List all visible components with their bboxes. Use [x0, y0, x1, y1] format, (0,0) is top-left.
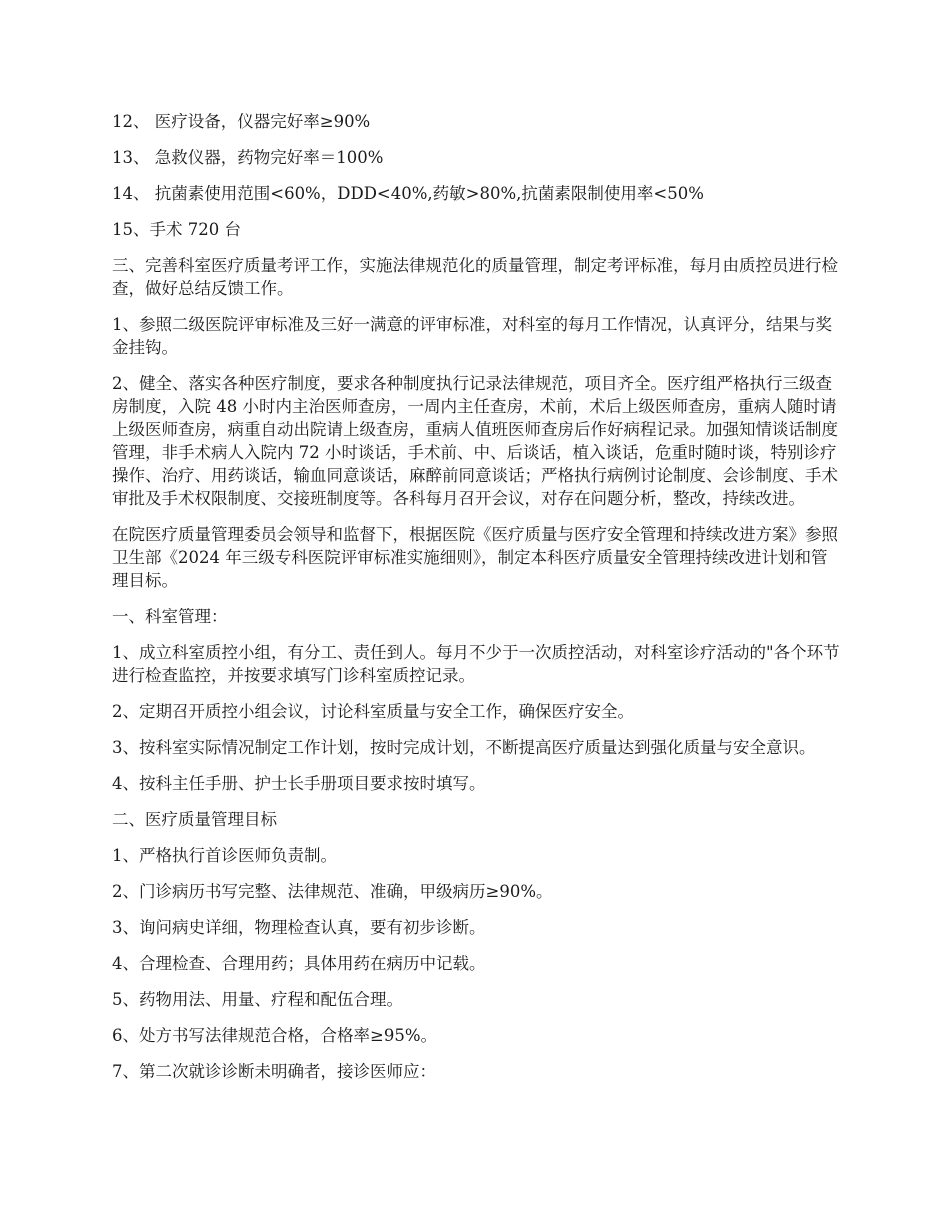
- paragraph-work-plan: 3、按科室实际情况制定工作计划，按时完成计划，不断提高医疗质量达到强化质量与安全意识。: [112, 738, 816, 757]
- paragraph-qc-group: 1、成立科室质控小组，有分工、责任到人。每月不少于一次质控活动，对科室诊疗活动的"各个环节进行检查监控，并按要求填写门诊科室质控记录。: [112, 643, 840, 685]
- paragraph-evaluation-standard: 1、参照二级医院评审标准及三好一满意的评审标准，对科室的每月工作情况，认真评分，结果与奖金挂钩。: [112, 315, 832, 357]
- paragraph-rational-medication: 4、合理检查、合理用药；具体用药在病历中记载。: [112, 954, 486, 973]
- heading-department-management: 一、科室管理：: [112, 607, 228, 626]
- paragraph-first-visit: 1、严格执行首诊医师负责制。: [112, 846, 337, 865]
- paragraph-second-visit: 7、第二次就诊诊断未明确者，接诊医师应：: [112, 1062, 436, 1081]
- paragraph-section-three: 三、完善科室医疗质量考评工作，实施法律规范化的质量管理，制定考评标准，每月由质控员进行检查，做好总结反馈工作。: [112, 256, 838, 298]
- paragraph-medical-records: 2、门诊病历书写完整、法律规范、准确，甲级病历≥90%。: [112, 882, 553, 901]
- paragraph-medical-systems: 2、健全、落实各种医疗制度，要求各种制度执行记录法律规范，项目齐全。医疗组严格执行三级查房制度，入院 48 小时内主治医师查房，一周内主任查房，术前，术后上级医师查房，重病人随时请上级医师查房，病重自动出院请上级查房，重病人值班医师查房后作好病程记录。加强知情谈话制度管理，非手术病人入院内 72 小时谈话，手术前、中、后谈话，植入谈话，危重时随时谈，特别诊疗操作、治疗、用药谈话，输血同意谈话，麻醉前同意谈话；严格执行病例讨论制度、会诊制度、手术审批及手术权限制度、交接班制度等。各科每月召开会议，对存在问题分析，整改，持续改进。: [112, 374, 838, 508]
- heading-quality-goals: 二、医疗质量管理目标: [112, 810, 277, 829]
- paragraph-equipment-rate: 12、 医疗设备，仪器完好率≥90%: [112, 112, 371, 131]
- paragraph-history-taking: 3、询问病史详细，物理检查认真，要有初步诊断。: [112, 918, 486, 937]
- paragraph-antibiotic-rate: 14、 抗菌素使用范围<60%，DDD<40%,药敏>80%,抗菌素限制使用率<50%: [112, 184, 704, 203]
- paragraph-drug-usage: 5、药物用法、用量、疗程和配伍合理。: [112, 990, 403, 1009]
- paragraph-introduction: 在院医疗质量管理委员会领导和监督下，根据医院《医疗质量与医疗安全管理和持续改进方案》参照卫生部《2024 年三级专科医院评审标准实施细则》，制定本科医疗质量安全管理持续改进计划和管理目标。: [112, 525, 838, 590]
- paragraph-qc-meeting: 2、定期召开质控小组会议，讨论科室质量与安全工作，确保医疗安全。: [112, 702, 634, 721]
- document-body: [112, 110, 840, 1096]
- paragraph-emergency-rate: 13、 急救仪器，药物完好率＝100%: [112, 148, 384, 167]
- paragraph-handbook: 4、按科主任手册、护士长手册项目要求按时填写。: [112, 774, 486, 793]
- paragraph-surgery-count: 15、手术 720 台: [112, 220, 241, 239]
- paragraph-prescription: 6、处方书写法律规范合格，合格率≥95%。: [112, 1026, 437, 1045]
